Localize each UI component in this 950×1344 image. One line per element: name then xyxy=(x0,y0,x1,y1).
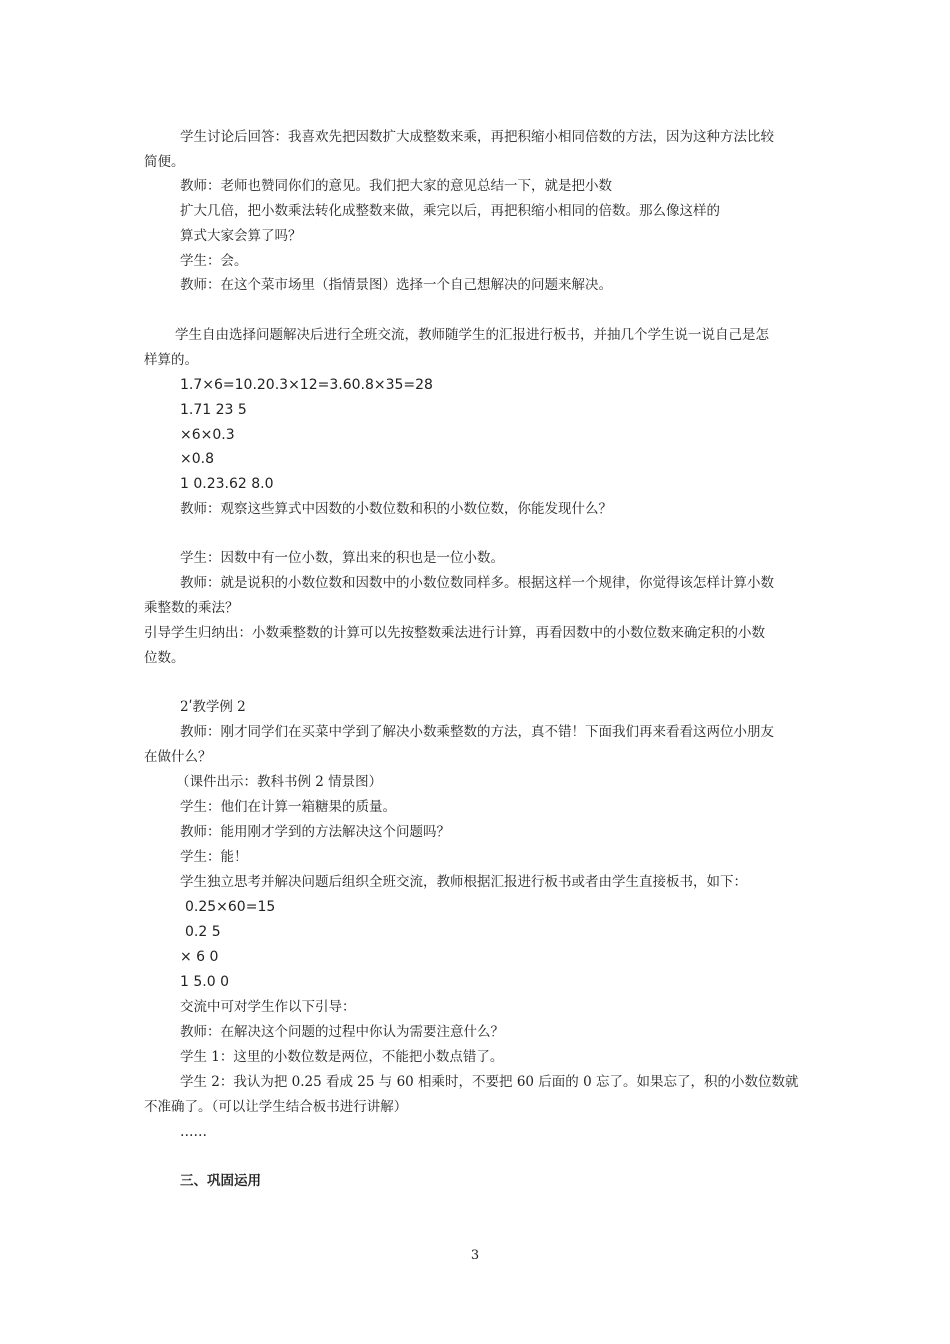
math-line: 0.25×60=15 xyxy=(185,899,276,915)
text-line: 在做什么？ xyxy=(144,749,212,765)
text-line: 教师：能用刚才学到的方法解决这个问题吗？ xyxy=(180,824,450,840)
text-line: 学生讨论后回答：我喜欢先把因数扩大成整数来乘，再把积缩小相同倍数的方法，因为这种方法比较 xyxy=(180,129,774,145)
math-line: 1 0.23.62 8.0 xyxy=(180,476,274,492)
section-heading: 三、巩固运用 xyxy=(180,1173,261,1189)
text-line: 学生 2：我认为把 0.25 看成 25 与 60 相乘时，不要把 60 后面的 0 忘了。如果忘了，积的小数位数就 xyxy=(180,1074,799,1090)
math-line: 1 5.0 0 xyxy=(180,974,229,990)
text-line: 交流中可对学生作以下引导： xyxy=(180,999,356,1015)
text-line: 扩大几倍，把小数乘法转化成整数来做，乘完以后，再把积缩小相同的倍数。那么像这样的 xyxy=(180,203,720,219)
page-number: 3 xyxy=(470,1248,480,1263)
text-line: 学生：他们在计算一箱糖果的质量。 xyxy=(180,799,396,815)
math-line: ×6×0.3 xyxy=(180,427,235,443)
text-line: 学生 1：这里的小数位数是两位，不能把小数点错了。 xyxy=(180,1049,504,1065)
text-line: 学生：会。 xyxy=(180,253,248,269)
math-line: ×0.8 xyxy=(180,451,214,467)
text-line: 学生：能！ xyxy=(180,849,248,865)
text-line: 样算的。 xyxy=(144,352,198,368)
text-line: （课件出示：教科书例 2 情景图） xyxy=(176,774,383,790)
text-line: 教师：就是说积的小数位数和因数中的小数位数同样多。根据这样一个规律，你觉得该怎样计算小数 xyxy=(180,575,774,591)
text-line: 不准确了。（可以让学生结合板书进行讲解） xyxy=(144,1099,408,1115)
text-line: 乘整数的乘法？ xyxy=(144,600,239,616)
math-line: 1.7×6=10.20.3×12=3.60.8×35=28 xyxy=(180,377,433,393)
text-line: 教师：观察这些算式中因数的小数位数和积的小数位数，你能发现什么？ xyxy=(180,501,612,517)
math-line: × 6 0 xyxy=(180,949,219,965)
text-line: 引导学生归纳出：小数乘整数的计算可以先按整数乘法进行计算，再看因数中的小数位数来确定积的小数 xyxy=(144,625,765,641)
section-heading: 2ʹ教学例 2 xyxy=(180,699,246,715)
text-line: 位数。 xyxy=(144,650,185,666)
text-line: 教师：在解决这个问题的过程中你认为需要注意什么？ xyxy=(180,1024,504,1040)
text-line: 学生独立思考并解决问题后组织全班交流，教师根据汇报进行板书或者由学生直接板书，如下： xyxy=(180,874,747,890)
math-line: 0.2 5 xyxy=(185,924,221,940)
text-line: 学生自由选择问题解决后进行全班交流，教师随学生的汇报进行板书，并抽几个学生说一说自己是怎 xyxy=(175,327,769,343)
text-line: 学生：因数中有一位小数，算出来的积也是一位小数。 xyxy=(180,550,504,566)
math-line: 1.71 23 5 xyxy=(180,402,247,418)
text-line: 算式大家会算了吗？ xyxy=(180,228,302,244)
text-line: 教师：刚才同学们在买菜中学到了解决小数乘整数的方法，真不错！下面我们再来看看这两位小朋友 xyxy=(180,724,774,740)
text-line: 教师：在这个菜市场里（指情景图）选择一个自己想解决的问题来解决。 xyxy=(180,277,612,293)
text-line: 简便。 xyxy=(144,154,185,170)
text-line: 教师：老师也赞同你们的意见。我们把大家的意见总结一下，就是把小数 xyxy=(180,178,612,194)
text-line: …… xyxy=(180,1124,207,1140)
